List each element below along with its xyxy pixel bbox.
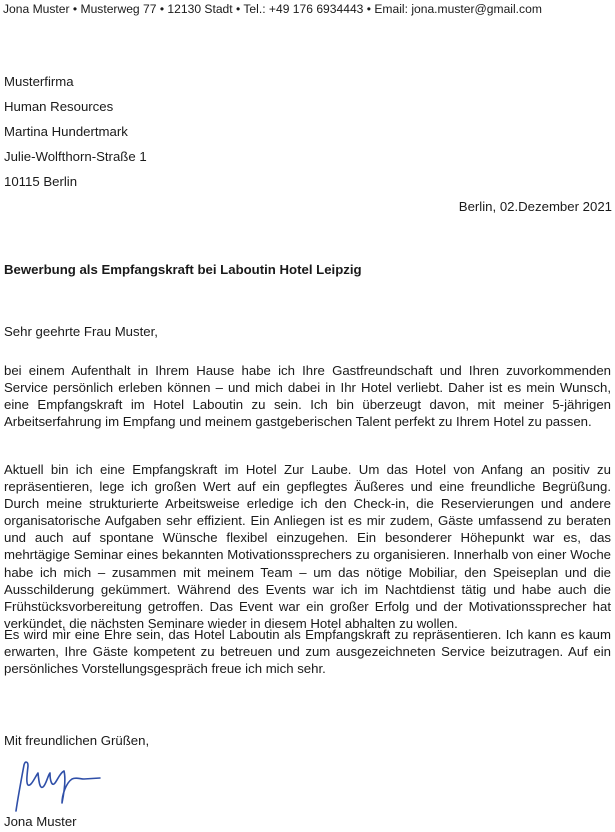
letter-subject: Bewerbung als Empfangskraft bei Laboutin Hotel Leipzig	[4, 262, 362, 277]
letter-salutation: Sehr geehrte Frau Muster,	[4, 324, 158, 339]
recipient-city: 10115 Berlin	[4, 174, 78, 189]
sender-contact-line: Jona Muster • Musterweg 77 • 12130 Stadt • Tel.: +49 176 6934443 • Email: jona.muster@gmail.com	[3, 2, 542, 16]
body-paragraph-3: Es wird mir eine Ehre sein, das Hotel Laboutin als Empfangskraft zu repräsentieren. Ich kann es kaum erwarten, Ihre Gäste kompetent zu betreuen und zum ausgezeichneten Service beizutragen. Auf ein persönliches Vorstellungsgespräch freue ich mich sehr.	[4, 627, 611, 677]
letter-date: Berlin, 02.Dezember 2021	[458, 199, 612, 214]
signer-name: Jona Muster	[4, 814, 77, 829]
recipient-department: Human Resources	[4, 99, 114, 114]
body-paragraph-1: bei einem Aufenthalt in Ihrem Hause habe ich Ihre Gastfreundschaft und Ihren zuvorkommenden Service persönlich erleben können – und mich dabei in Ihr Hotel verliebt. Daher ist es mein Wunsch, eine Empfangskraft im Hotel Laboutin zu sein. Ich bin überzeugt davon, mit meiner 5-jährigen Arbeitserfahrung im Empfang und meinem gastgeberischen Talent perfekt zu Ihrem Hotel zu passen.	[4, 363, 611, 430]
recipient-company: Musterfirma	[4, 74, 74, 89]
handwritten-signature	[2, 753, 122, 815]
body-paragraph-2: Aktuell bin ich eine Empfangskraft im Hotel Zur Laube. Um das Hotel von Anfang an positiv zu repräsentieren, lege ich großen Wert auf ein gepflegtes Äußeres und eine freundliche Begrüßung. Durch meine strukturierte Arbeitsweise erledige ich den Check-in, die Reservierungen und andere organisatorische Aufgaben sehr effizient. Ein Anliegen ist es mir zudem, Gäste umfassend zu beraten und auch auf spontane Wünsche flexibel einzugehen. Ein besonderer Höhepunkt war es, das mehrtägige Seminar eines bekannten Motivationssprechers zu organisieren. Innerhalb von einer Woche habe ich mich – zusammen mit meinem Team – um das nötige Mobiliar, den Speiseplan und die Ausschilderung gekümmert. Während des Events war ich im Nachtdienst tätig und habe auch die Frühstücksvorbereitung getroffen. Das Event war ein großer Erfolg und der Motivationssprecher hat verkündet, die nächsten Seminare wieder in diesem Hotel abhalten zu wollen.	[4, 462, 611, 631]
recipient-name: Martina Hundertmark	[4, 124, 128, 139]
recipient-address-block	[4, 73, 147, 198]
signature-stroke	[16, 762, 100, 811]
letter-closing: Mit freundlichen Grüßen,	[4, 733, 150, 748]
recipient-street: Julie-Wolfthorn-Straße 1	[4, 149, 147, 164]
